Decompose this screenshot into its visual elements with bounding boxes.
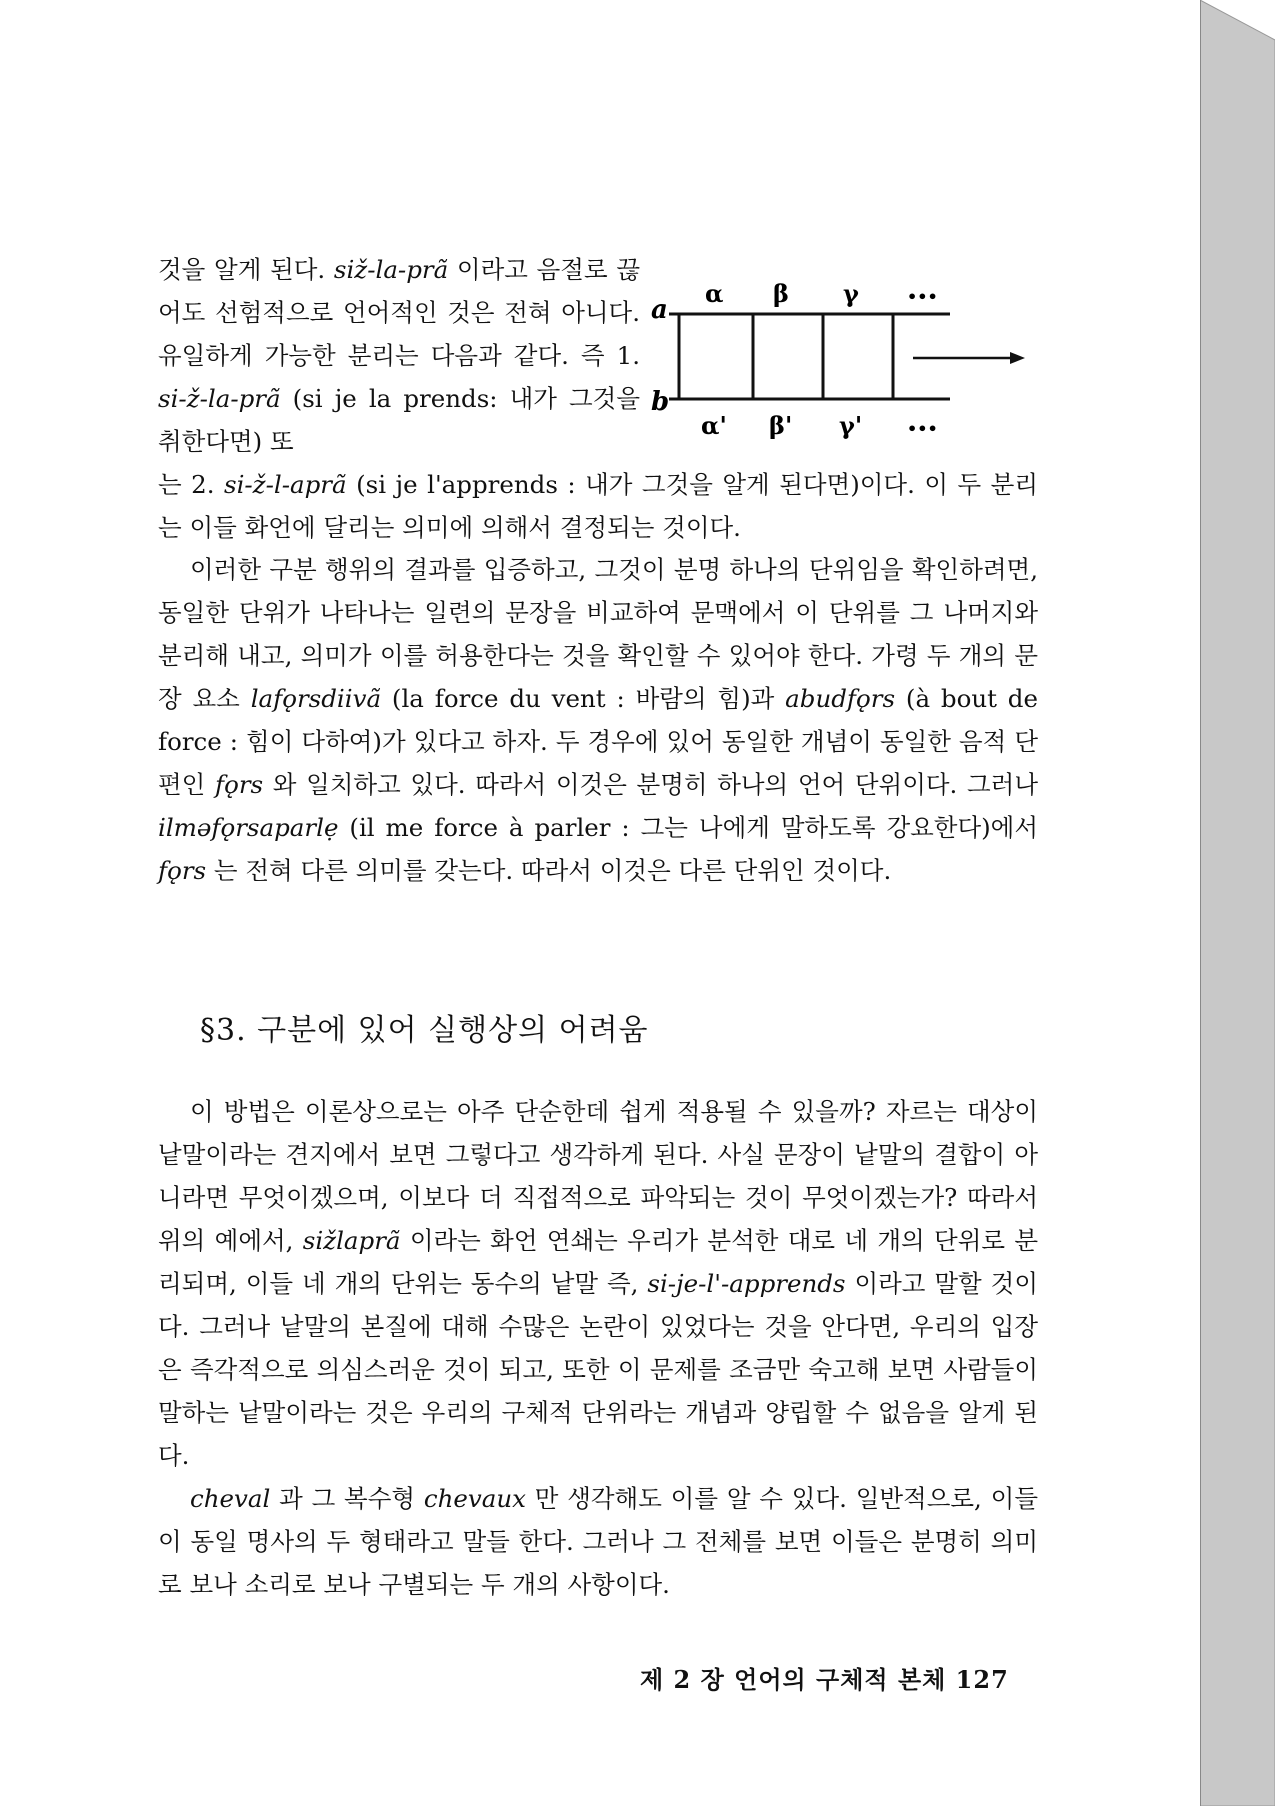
arrow-head-icon [1010, 352, 1025, 364]
body1-text: (à bout de force : 힘이 다하여)가 있다고 하자. 두 경우에 있어 동일한 개념이 동일한 음적 단편인 [158, 684, 1038, 799]
intro-rest [158, 463, 1038, 549]
body-paragraph-2 [158, 1090, 1038, 1606]
segmentation-diagram [645, 272, 1035, 452]
phonetic-term: si-je-l'-apprends [647, 1269, 846, 1298]
body1-text: (il me force à parler : 그는 나에게 말하도록 강요한다)에서 [338, 813, 1038, 842]
phonetic-term: fǫrs [215, 770, 264, 799]
intro-text-1: 것을 알게 된다. [158, 255, 334, 284]
phonetic-term: siž-la-prã [333, 255, 449, 284]
body1-text: (la force du vent : 바람의 힘)과 [381, 684, 786, 713]
intro-lead [158, 248, 640, 463]
phonetic-term: cheval [190, 1484, 271, 1513]
phonetic-term: si-ž-la-prã [158, 384, 281, 413]
label-ellipsis-bottom: ••• [907, 419, 938, 438]
phonetic-term: lafǫrsdiivã [250, 684, 382, 713]
page-footer: 제 2 장 언어의 구체적 본체 127 [640, 1665, 1009, 1694]
section-heading: §3. 구분에 있어 실행상의 어려움 [200, 1013, 649, 1048]
label-gamma: γ [843, 279, 859, 308]
row-label-a: a [651, 295, 668, 325]
intro-text-2: 이라고 음절로 끊어도 선험적으로 언어적인 것은 전혀 아니다. 유일하게 가능한 분리는 다음과 같다. 즉 1. [158, 255, 640, 370]
intro-text-5: (si je l'apprends : 내가 그것을 알게 된다면)이다. 이 두 분리는 이들 화언에 달리는 의미에 의해서 결정되는 것이다. [158, 470, 1038, 542]
label-ellipsis-top: ••• [907, 287, 938, 306]
body3-text: 과 그 복수형 [270, 1484, 424, 1513]
body2-text: 이 방법은 이론상으로는 아주 단순한데 쉽게 적용될 수 있을까? 자르는 대상이 낱말이라는 견지에서 보면 그렇다고 생각하게 된다. 사실 문장이 낱말의 결합이 아니라면 무엇이겠으며, 이보다 더 직접적으로 파악되는 것이 무엇이겠는가? 따라서 위의 예에서, [158, 1097, 1038, 1255]
row-label-b: b [651, 387, 670, 417]
label-alpha: α [705, 279, 724, 308]
body1-text: 와 일치하고 있다. 따라서 이것은 분명히 하나의 언어 단위이다. 그러나 [263, 770, 1038, 799]
body2-text: 이라는 화언 연쇄는 우리가 분석한 대로 네 개의 단위로 분리되며, 이들 네 개의 단위는 동수의 낱말 즉, [158, 1226, 1039, 1298]
phonetic-term: ilməfǫrsaparlẹ [158, 813, 339, 842]
phonetic-term: sižlaprã [302, 1226, 401, 1255]
body-paragraph-3 [158, 1477, 1038, 1606]
body1-text: 이러한 구분 행위의 결과를 입증하고, 그것이 분명 하나의 단위임을 확인하려면, 동일한 단위가 나타나는 일련의 문장을 비교하여 문맥에서 이 단위를 그 나머지와 분리해 내고, 의미가 이를 허용한다는 것을 확인할 수 있어야 한다. 가령 두 개의 문장 요소 [158, 555, 1038, 713]
body1-text: 는 전혀 다른 의미를 갖는다. 따라서 이것은 다른 단위인 것이다. [206, 856, 892, 885]
book-spine [1200, 0, 1275, 1806]
phonetic-term: abudfǫrs [785, 684, 896, 713]
label-alpha-prime: α' [701, 411, 727, 440]
intro-text-3: (si je la prends: 내가 그것을 취한다면) 또 [158, 384, 640, 456]
label-beta-prime: β' [769, 411, 793, 440]
phonetic-term: chevaux [423, 1484, 526, 1513]
body-paragraph-1 [158, 548, 1038, 892]
body2-text: 이라고 말할 것이다. 그러나 낱말의 본질에 대해 수많은 논란이 있었다는 것을 안다면, 우리의 입장은 즉각적으로 의심스러운 것이 되고, 또한 이 문제를 조금만 숙고해 보면 사람들이 말하는 낱말이라는 것은 우리의 구체적 단위라는 개념과 양립할 수 없음을 알게 된다. [158, 1269, 1038, 1470]
phonetic-term: fǫrs [158, 856, 207, 885]
label-gamma-prime: γ' [839, 411, 863, 440]
body3-text: 만 생각해도 이를 알 수 있다. 일반적으로, 이들이 동일 명사의 두 형태라고 말들 한다. 그러나 그 전체를 보면 이들은 분명히 의미로 보나 소리로 보나 구별되는 두 개의 사항이다. [158, 1484, 1038, 1599]
phonetic-term: si-ž-l-aprã [224, 470, 347, 499]
label-beta: β [773, 279, 789, 308]
intro-text-4: 는 2. [158, 470, 224, 499]
